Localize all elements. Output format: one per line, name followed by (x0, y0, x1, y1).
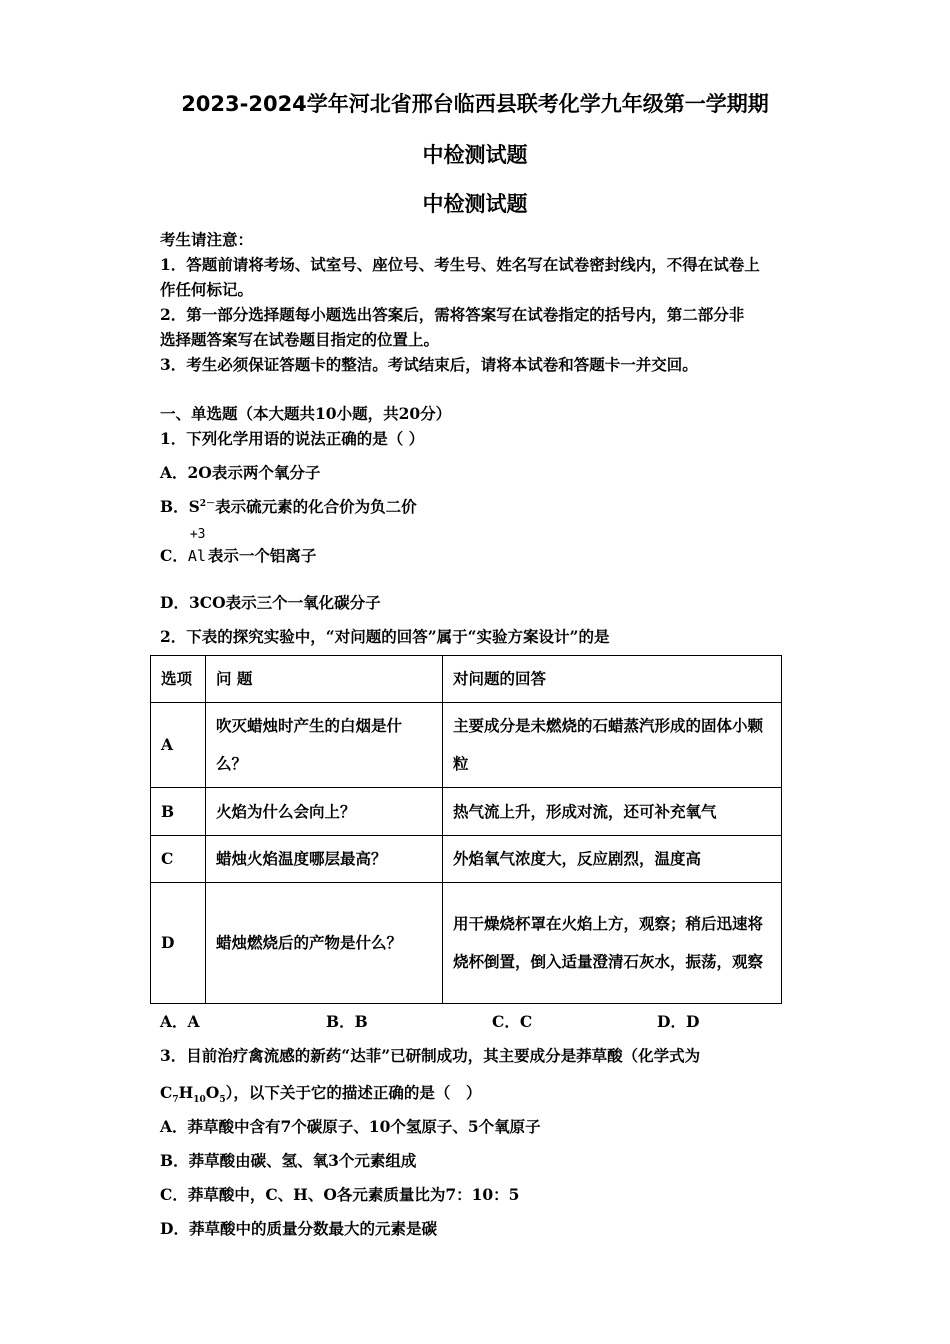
table-header-cell: 对问题的回答 (443, 656, 782, 703)
table-cell-option: B (151, 788, 206, 836)
table-cell-answer: 热气流上升，形成对流，还可补充氧气 (443, 788, 782, 836)
question-3-stem-cont (160, 1081, 482, 1106)
table-cell-option: C (151, 836, 206, 883)
experiment-table (150, 655, 782, 1004)
charge-superscript: 2－ (199, 498, 216, 509)
question-3-option-c: C．莽草酸中，C、H、O各元素质量比为7：10：5 (160, 1185, 520, 1204)
formula-hydrogen: H (178, 1083, 194, 1102)
option-b-text: 表示硫元素的化合价为负二价 (215, 497, 417, 516)
question-3-option-a: A．莽草酸中含有7个碳原子、10个氢原子、5个氧原子 (160, 1117, 541, 1136)
valence-notation (187, 527, 208, 565)
table-row (151, 788, 782, 836)
notice-item-3: 3．考生必须保证答题卡的整洁。考试结束后，请将本试卷和答题卡一并交回。 (160, 355, 698, 374)
table-row (151, 883, 782, 1004)
question-1-option-d: D．3CO表示三个一氧化碳分子 (160, 593, 381, 612)
table-cell-question: 蜡烛火焰温度哪层最高？ (206, 836, 443, 883)
page-subtitle-repeat: 中检测试题 (422, 192, 528, 216)
table-header-row (151, 656, 782, 703)
valence-value: +3 (189, 527, 206, 542)
option-c-text: 表示一个铝离子 (207, 546, 317, 565)
page-subtitle: 中检测试题 (422, 143, 528, 167)
table-header-cell: 问 题 (206, 656, 443, 703)
table-cell-answer: 主要成分是未燃烧的石蜡蒸汽形成的固体小颗粒 (443, 703, 782, 788)
notice-item-2-cont: 选择题答案写在试卷题目指定的位置上。 (160, 330, 440, 349)
element-symbol: Al (187, 547, 206, 565)
section-heading: 一、单选题（本大题共10小题，共20分） (160, 404, 452, 423)
question-3-stem: 3．目前治疗禽流感的新药“达菲”已研制成功，其主要成分是莽草酸（化学式为 (160, 1046, 701, 1065)
table-cell-option: D (151, 883, 206, 1004)
question-2-choice-a: A．A (160, 1012, 200, 1031)
question-1-option-c (160, 527, 317, 566)
table-cell-question: 吹灭蜡烛时产生的白烟是什么？ (206, 703, 443, 788)
notice-item-2: 2．第一部分选择题每小题选出答案后，需将答案写在试卷指定的括号内，第二部分非 (160, 305, 745, 324)
notice-item-1: 1．答题前请将考场、试室号、座位号、考生号、姓名写在试卷密封线内，不得在试卷上 (160, 255, 760, 274)
formula-carbon-count: 7 (172, 1095, 179, 1106)
formula-oxygen: O (205, 1083, 220, 1102)
formula-oxygen-count: 5 (219, 1095, 226, 1106)
question-2-stem: 2．下表的探究实验中，“对问题的回答”属于“实验方案设计”的是 (160, 627, 610, 646)
question-1-stem: 1．下列化学用语的说法正确的是（ ） (160, 429, 425, 448)
question-2-choice-b: B．B (326, 1012, 368, 1031)
formula-carbon: C (160, 1083, 173, 1102)
question-2-choice-c: C．C (492, 1012, 533, 1031)
question-1-option-a: A．2O表示两个氧分子 (160, 463, 321, 482)
table-cell-option: A (151, 703, 206, 788)
table-cell-answer: 用干燥烧杯罩在火焰上方，观察；稍后迅速将烧杯倒置，倒入适量澄清石灰水，振荡，观察 (443, 883, 782, 1004)
notice-heading: 考生请注意： (160, 230, 254, 249)
question-3-option-b: B．莽草酸由碳、氢、氧3个元素组成 (160, 1151, 417, 1170)
formula-hydrogen-count: 10 (193, 1095, 206, 1106)
table-header-cell: 选项 (151, 656, 206, 703)
option-c-prefix: C． (160, 546, 188, 565)
table-cell-question: 火焰为什么会向上？ (206, 788, 443, 836)
question-2-choice-d: D．D (657, 1012, 700, 1031)
question-1-option-b (160, 495, 417, 517)
table-cell-answer: 外焰氧气浓度大，反应剧烈，温度高 (443, 836, 782, 883)
option-b-prefix: B．S (160, 497, 200, 516)
question-3-option-d: D．莽草酸中的质量分数最大的元素是碳 (160, 1219, 437, 1238)
table-row (151, 703, 782, 788)
table-cell-question: 蜡烛燃烧后的产物是什么？ (206, 883, 443, 1004)
question-3-stem-suffix: ），以下关于它的描述正确的是（ ） (225, 1083, 482, 1102)
notice-item-1-cont: 作任何标记。 (160, 280, 254, 299)
table-row (151, 836, 782, 883)
page-title: 2023-2024学年河北省邢台临西县联考化学九年级第一学期期 (181, 92, 769, 116)
